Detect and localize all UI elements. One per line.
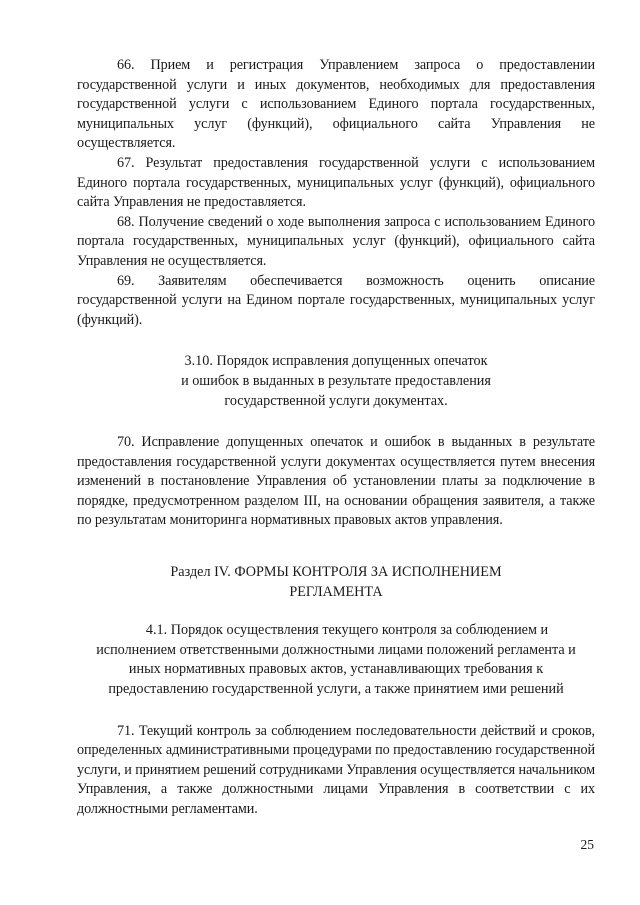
section-3-10-heading	[77, 352, 595, 411]
page-number: 25	[580, 837, 594, 852]
paragraph-71: 71. Текущий контроль за соблюдением последовательности действий и сроков, определенных административными процедурами по предоставлению государственной услуги, и принятием решений сотрудниками Управления осуществляется начальником Управления, а также должностными лицами Управления в соответствии с их должностными регламентами.	[77, 722, 595, 817]
document-page	[77, 56, 595, 820]
heading-line: 3.10. Порядок исправления допущенных опечаток	[184, 353, 488, 370]
section-4-1-heading	[77, 621, 595, 699]
heading-line: РЕГЛАМЕНТА	[289, 583, 383, 600]
heading-line: 4.1. Порядок осуществления текущего контроля за соблюдением и	[145, 622, 549, 639]
paragraph-66: 66. Прием и регистрация Управлением запроса о предоставлении государственной услуги и иных документов, необходимых для предоставления государственной услуги с использованием Единого портала государственных, муниципальных услуг (функций), официального сайта Управления не осуществляется.	[77, 57, 595, 152]
heading-line: предоставлению государственной услуги, а также принятием ими решений	[108, 681, 564, 698]
paragraph-67: 67. Результат предоставления государственной услуги с использованием Единого портала государственных, муниципальных услуг (функций), официального сайта Управления не предоставляется.	[77, 154, 595, 211]
heading-line: и ошибок в выданных в результате предоставления	[181, 372, 491, 389]
paragraph-68: 68. Получение сведений о ходе выполнения запроса с использованием Единого портала государственных, муниципальных услуг (функций), официального сайта Управления не осуществляется.	[77, 213, 595, 269]
heading-line: исполнением ответственными должностными лицами положений регламента и	[96, 641, 576, 658]
section-4-heading	[77, 563, 595, 602]
heading-line: иных нормативных правовых актов, устанавливающих требования к	[128, 661, 544, 678]
heading-line: Раздел IV. ФОРМЫ КОНТРОЛЯ ЗА ИСПОЛНЕНИЕМ	[170, 564, 502, 581]
paragraph-69: 69. Заявителям обеспечивается возможность оценить описание государственной услуги на Едином портале государственных, муниципальных услуг (функций).	[77, 272, 595, 328]
paragraph-70: 70. Исправление допущенных опечаток и ошибок в выданных в результате предоставления государственной услуги документах осуществляется путем внесения изменений в постановление Управления об установлении платы за подключение в порядке, предусмотренном разделом III, на основании обращения заявителя, а также по результатам мониторинга нормативных правовых актов управления.	[77, 434, 595, 529]
heading-line: государственной услуги документах.	[224, 392, 448, 409]
